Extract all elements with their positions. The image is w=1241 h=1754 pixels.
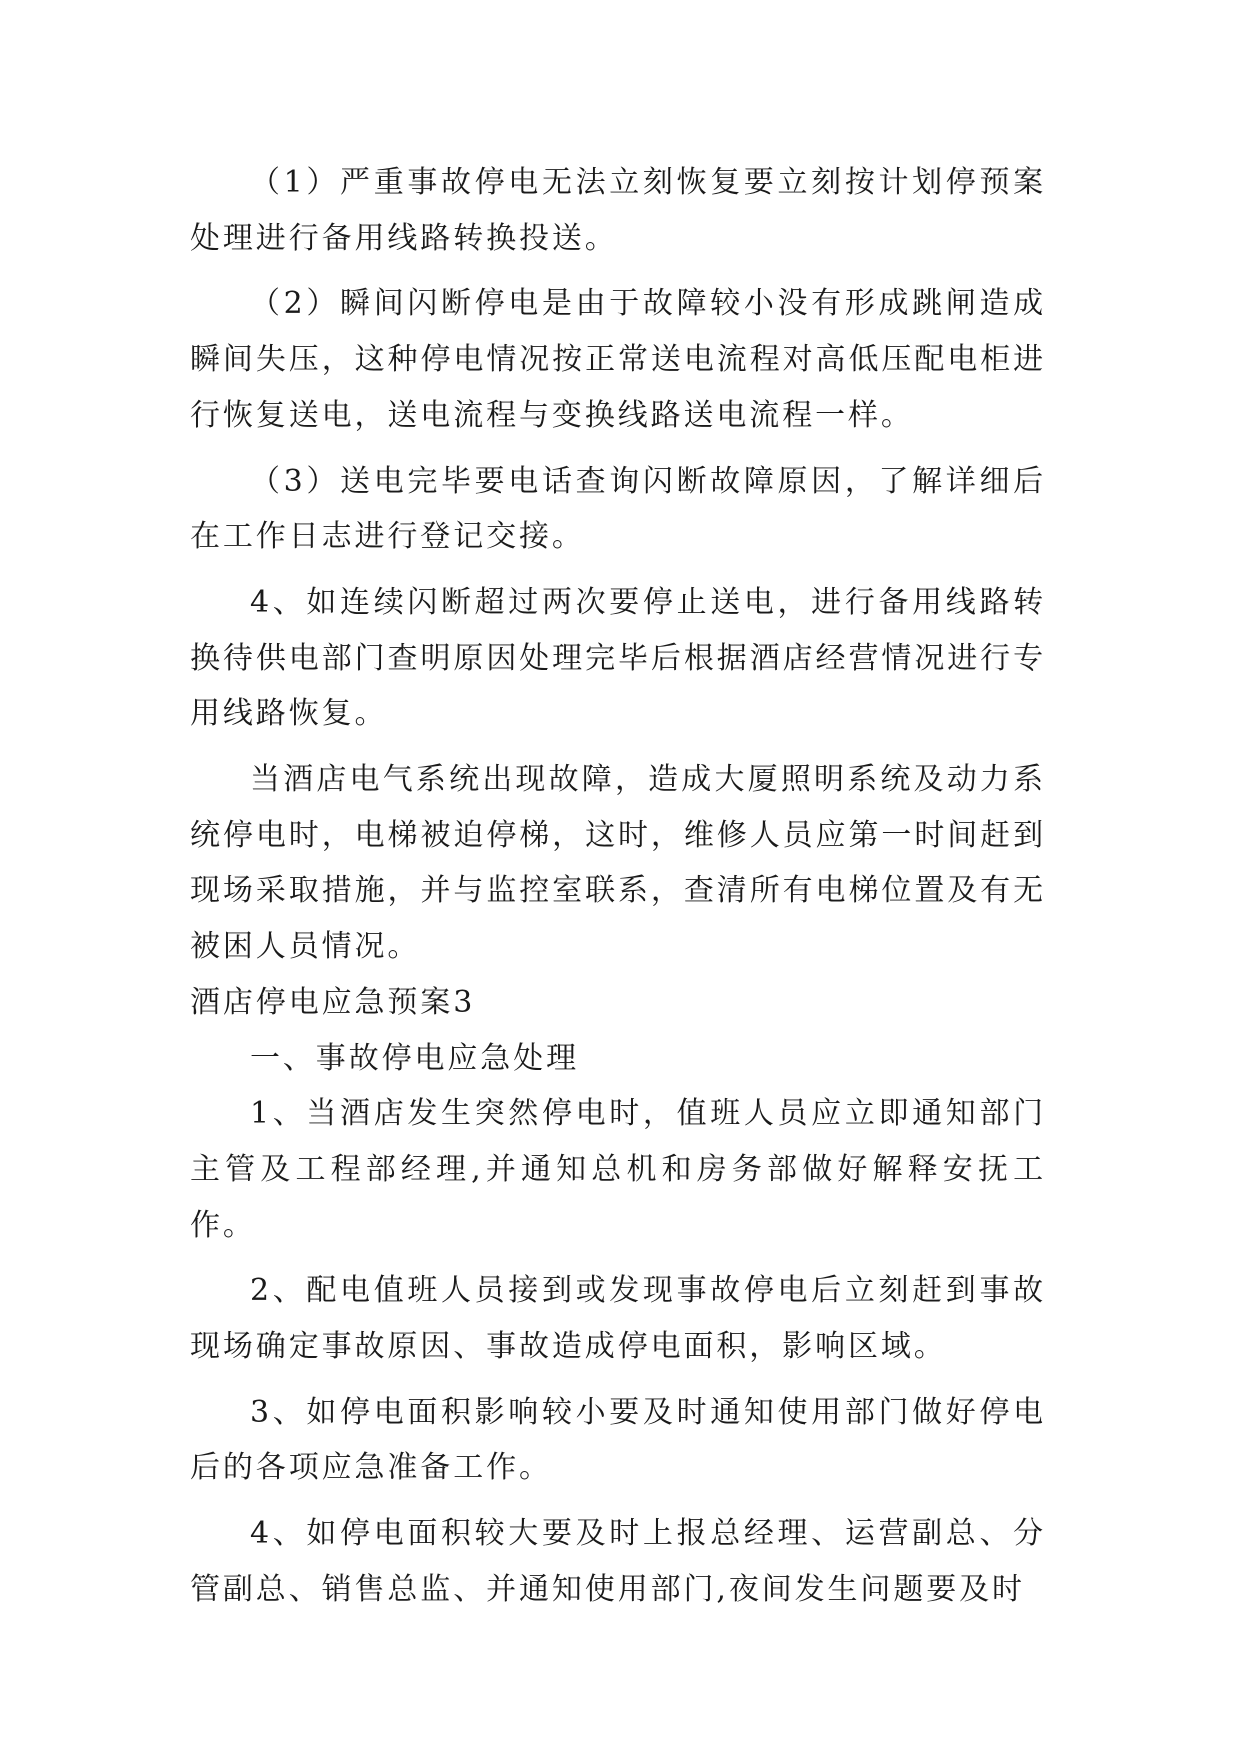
document-body	[190, 155, 1046, 1618]
subsection-title: 一、事故停电应急处理	[250, 1040, 579, 1076]
paragraph-power-failure-3: （3）送电完毕要电话查询闪断故障原因，了解详细后在工作日志进行登记交接。	[190, 463, 1046, 555]
list-item-large-area: 4、如停电面积较大要及时上报总经理、运营副总、分管副总、销售总监、并通知使用部门,夜间发生问题要及时	[190, 1516, 1046, 1607]
list-item-on-site: 2、配电值班人员接到或发现事故停电后立刻赶到事故现场确定事故原因、事故造成停电面积，影响区域。	[190, 1273, 1046, 1365]
paragraph-elevator-outage: 当酒店电气系统出现故障，造成大厦照明系统及动力系统停电时，电梯被迫停梯，这时，维修人员应第一时间赶到现场采取措施，并与监控室联系，查清所有电梯位置及有无被困人员情况。	[190, 762, 1046, 965]
list-item-small-area: 3、如停电面积影响较小要及时通知使用部门做好停电后的各项应急准备工作。	[190, 1394, 1046, 1486]
section-title: 酒店停电应急预案3	[190, 984, 476, 1020]
paragraph-power-failure-1: （1）严重事故停电无法立刻恢复要立刻按计划停预案处理进行备用线路转换投送。	[190, 165, 1046, 256]
paragraph-power-failure-2: （2）瞬间闪断停电是由于故障较小没有形成跳闸造成瞬间失压，这种停电情况按正常送电流程对高低压配电柜进行恢复送电，送电流程与变换线路送电流程一样。	[190, 286, 1046, 433]
list-item-notify: 1、当酒店发生突然停电时，值班人员应立即通知部门主管及工程部经理,并通知总机和房务部做好解释安抚工作。	[190, 1096, 1046, 1243]
paragraph-repeated-outage: 4、如连续闪断超过两次要停止送电，进行备用线路转换待供电部门查明原因处理完毕后根据酒店经营情况进行专用线路恢复。	[190, 584, 1046, 732]
